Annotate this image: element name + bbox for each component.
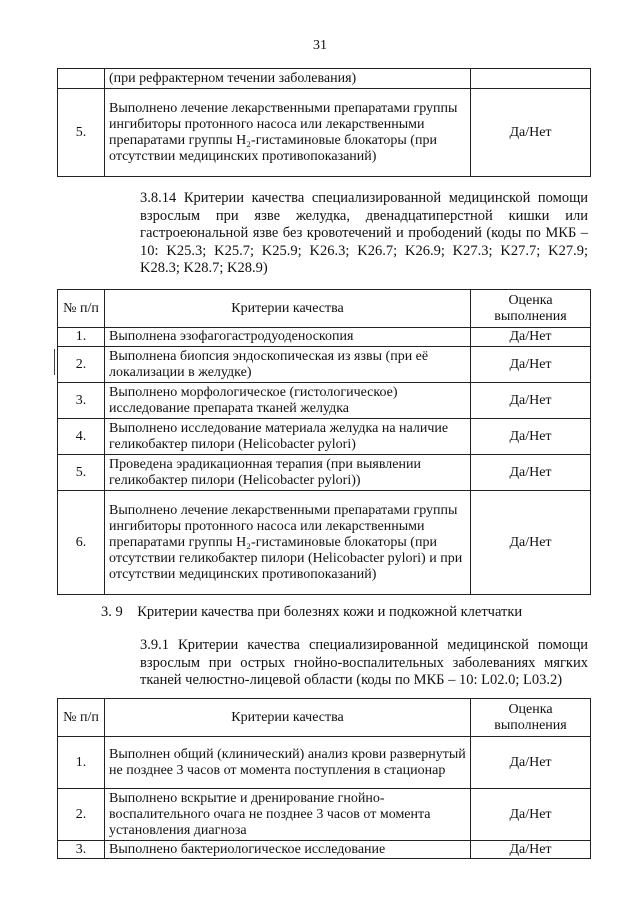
- row-number: 4.: [58, 419, 105, 455]
- criteria-table-3-9-1: [57, 698, 591, 859]
- row-number: [58, 69, 105, 89]
- assessment-value: Да/Нет: [471, 89, 591, 177]
- row-number: 2.: [58, 347, 105, 383]
- col-header-assessment: Оценка выполнения: [471, 699, 591, 737]
- assessment-value: Да/Нет: [471, 347, 591, 383]
- assessment-value: [471, 69, 591, 89]
- assessment-value: Да/Нет: [471, 383, 591, 419]
- criterion-text: Выполнено вскрытие и дренирование гнойно-воспалительного очага не позднее 3 часов от момента установления диагноза: [105, 789, 471, 841]
- assessment-value: Да/Нет: [471, 328, 591, 347]
- criterion-text: (при рефрактерном течении заболевания): [105, 69, 471, 89]
- table-header-row: [58, 290, 591, 328]
- criterion-text: Выполнена эзофагогастродуоденоскопия: [105, 328, 471, 347]
- criterion-text: Проведена эрадикационная терапия (при выявлении геликобактер пилори (Helicobacter pylori)): [105, 455, 471, 491]
- criterion-text: Выполнено морфологическое (гистологическое) исследование препарата тканей желудка: [105, 383, 471, 419]
- assessment-value: Да/Нет: [471, 737, 591, 789]
- section-3-9-heading: 3. 9 Критерии качества при болезнях кожи и подкожной клетчатки: [101, 604, 523, 620]
- section-3-8-14-heading: 3.8.14 Критерии качества специализированной медицинской помощи взрослым при язве желудка, двенадцатиперстной кишки или гастроеюнальной язве без кровотечений и прободений (коды по МКБ – 10: K25.3; K25.7; K25.9; K26.3; K26.7; K26.9; K27.3; K27.7; K27.9; K28.3; K28.7; K28.9): [140, 190, 588, 277]
- assessment-value: Да/Нет: [471, 841, 591, 859]
- row-number: 6.: [58, 491, 105, 595]
- row-number: 3.: [58, 841, 105, 859]
- table-row: [58, 491, 591, 595]
- table-row: [58, 419, 591, 455]
- assessment-value: Да/Нет: [471, 491, 591, 595]
- col-header-number: № п/п: [58, 290, 105, 328]
- section-3-9-1-heading: 3.9.1 Критерии качества специализированной медицинской помощи взрослым при острых гнойно-воспалительных заболеваниях мягких тканей челюстно-лицевой области (коды по МКБ – 10: L02.0; L03.2): [140, 637, 588, 689]
- margin-mark: [54, 349, 55, 375]
- assessment-value: Да/Нет: [471, 419, 591, 455]
- row-number: 1.: [58, 328, 105, 347]
- assessment-value: Да/Нет: [471, 789, 591, 841]
- table-header-row: [58, 699, 591, 737]
- criterion-text: Выполнена биопсия эндоскопическая из язвы (при её локализации в желудке): [105, 347, 471, 383]
- criterion-text: Выполнено исследование материала желудка на наличие геликобактер пилори (Helicobacter pylori): [105, 419, 471, 455]
- table-row: [58, 383, 591, 419]
- row-number: 5.: [58, 89, 105, 177]
- criterion-text: Выполнено лечение лекарственными препаратами группы ингибиторы протонного насоса или лекарственными препаратами группы H₂-гистаминовые блокаторы (при отсутствии геликобактер пилори (Helicobacter pylori) и при отсутствии медицинских противопоказаний): [105, 491, 471, 595]
- row-number: 5.: [58, 455, 105, 491]
- assessment-value: Да/Нет: [471, 455, 591, 491]
- criteria-table-continued: [57, 68, 591, 177]
- table-row: [58, 737, 591, 789]
- page-number: 31: [313, 38, 327, 53]
- table-row: [58, 69, 591, 89]
- criteria-table-3-8-14: [57, 289, 591, 595]
- table-row: [58, 328, 591, 347]
- col-header-criteria: Критерии качества: [105, 699, 471, 737]
- table-row: [58, 789, 591, 841]
- table-row: [58, 89, 591, 177]
- table-row: [58, 347, 591, 383]
- table-row: [58, 455, 591, 491]
- row-number: 3.: [58, 383, 105, 419]
- table-row: [58, 841, 591, 859]
- criterion-text: Выполнен общий (клинический) анализ крови развернутый не позднее 3 часов от момента поступления в стационар: [105, 737, 471, 789]
- row-number: 2.: [58, 789, 105, 841]
- criterion-text: Выполнено лечение лекарственными препаратами группы ингибиторы протонного насоса или лекарственными препаратами группы H₂-гистаминовые блокаторы (при отсутствии медицинских противопоказаний): [105, 89, 471, 177]
- col-header-number: № п/п: [58, 699, 105, 737]
- row-number: 1.: [58, 737, 105, 789]
- col-header-criteria: Критерии качества: [105, 290, 471, 328]
- criterion-text: Выполнено бактериологическое исследование: [105, 841, 471, 859]
- col-header-assessment: Оценка выполнения: [471, 290, 591, 328]
